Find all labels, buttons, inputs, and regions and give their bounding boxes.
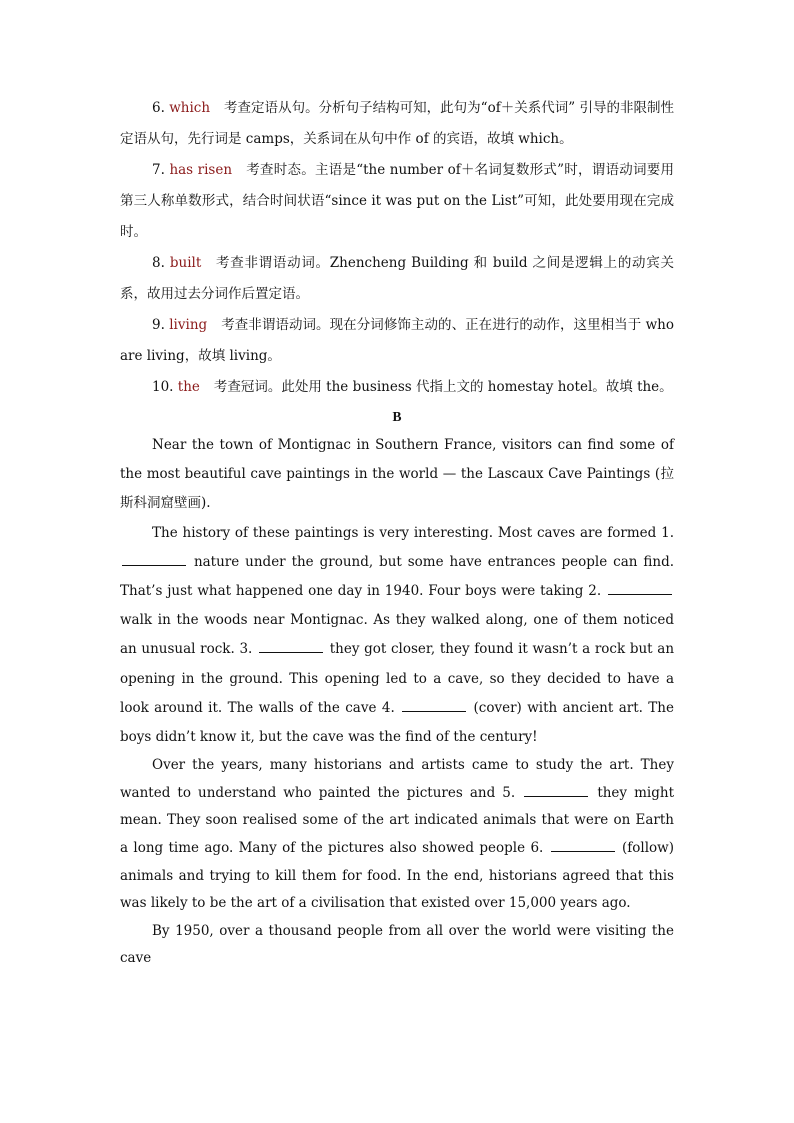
answer-item-9 [120, 310, 674, 372]
answer-key: which [169, 100, 211, 116]
answer-item-7 [120, 155, 674, 248]
passage-text: they might mean. They soon realised some of the art indicated animals that were on Earth a long time ago. Many of the pictures also showed people 6. [120, 784, 674, 857]
answer-item-6 [120, 93, 674, 155]
answer-number: 7. [152, 162, 165, 178]
answer-key: the [177, 379, 200, 395]
passage-paragraph-1 [120, 431, 674, 519]
answer-item-10 [120, 372, 674, 403]
section-heading: B [392, 409, 402, 424]
answer-explanation: 考查时态。主语是“the number of＋名词复数形式”时，谓语动词要用第三人称单数形式，结合时间状语“since it was put on the List”可知，此处要用现在完成时。 [120, 162, 674, 240]
passage-paragraph-4 [120, 918, 674, 973]
passage-text: nature under the ground, but some have entrances people can find. That’s just what happened one day in 1940. Four boys were taking 2. [120, 553, 674, 600]
answer-item-8 [120, 248, 674, 310]
passage-text: Near the town of Montignac in Southern France, visitors can find some of the most beautiful cave paintings in the world — the Lascaux Cave Paintings (拉斯科洞窟壁画). [120, 437, 674, 512]
passage-text: (cover) with ancient art. The boys didn’t know it, but the cave was the find of the century! [120, 699, 674, 746]
answer-explanation: 考查非谓语动词。Zhencheng Building 和 build 之间是逻辑上的动宾关系，故用过去分词作后置定语。 [120, 255, 674, 302]
answer-key: has risen [169, 162, 233, 178]
answer-number: 6. [152, 100, 165, 116]
passage-text: The history of these paintings is very interesting. Most caves are formed 1. [152, 524, 674, 541]
passage-text: walk in the woods near Montignac. As they walked along, one of them noticed an unusual rock. 3. [120, 612, 674, 658]
answer-key: built [169, 255, 202, 271]
blank-2 [608, 582, 672, 595]
passage-text: they got closer, they found it wasn’t a rock but an opening in the ground. This opening led to a cave, so they decided to have a look around it. The walls of the cave 4. [120, 641, 675, 716]
answer-explanation: 考查定语从句。分析句子结构可知，此句为“of＋关系代词” 引导的非限制性定语从句，先行词是 camps，关系词在从句中作 of 的宾语，故填 which。 [120, 100, 675, 147]
answer-key: living [169, 317, 208, 333]
passage-paragraph-2 [120, 519, 674, 753]
passage-text: By 1950, over a thousand people from all over the world were visiting the cave [120, 922, 674, 967]
answer-explanation: 考查冠词。此处用 the business 代指上文的 homestay hotel。故填 the。 [213, 379, 673, 395]
blank-6 [551, 839, 615, 852]
blank-4 [402, 699, 466, 712]
answer-explanation: 考查非谓语动词。现在分词修饰主动的、正在进行的动作，这里相当于 who are living，故填 living。 [120, 317, 674, 364]
answer-number: 10. [152, 379, 174, 395]
passage-text: (follow) animals and trying to kill them for food. In the end, historians agreed that this was likely to be the art of a civilisation that existed over 15,000 years ago. [120, 840, 674, 912]
answer-number: 8. [152, 255, 165, 271]
blank-1 [122, 553, 186, 566]
passage-paragraph-3 [120, 752, 674, 918]
blank-3 [259, 640, 323, 653]
answer-number: 9. [152, 317, 165, 333]
document-page [120, 93, 674, 973]
passage-text: Over the years, many historians and artists came to study the art. They wanted to understand who painted the pictures and 5. [120, 757, 674, 801]
blank-5 [524, 784, 588, 797]
